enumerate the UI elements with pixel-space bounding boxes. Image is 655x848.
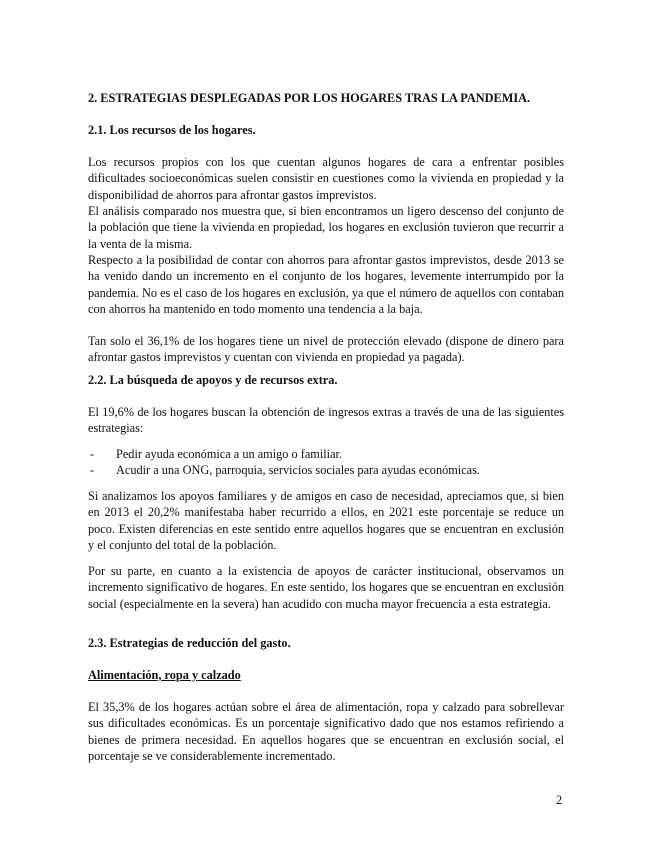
paragraph-proteccion: Tan solo el 36,1% de los hogares tiene un nivel de protección elevado (dispone de dinero para afrontar gastos imprevistos y cuentan con vivienda en propiedad ya pagada).	[88, 334, 564, 365]
page-number: 2	[556, 793, 563, 807]
paragraph-ingresos-extra: El 19,6% de los hogares buscan la obtención de ingresos extras a través de una de las siguientes estrategias:	[88, 405, 564, 436]
list-item: - Pedir ayuda económica a un amigo o familiar.	[90, 447, 343, 461]
paragraph-apoyos-institucionales: Por su parte, en cuanto a la existencia de apoyos de carácter institucional, observamos un incremento significativo de hogares. En este sentido, los hogares que se encuentran en exclusión social (especialmente en la severa) han acudido con mucha mayor frecuencia a esta estrategia.	[88, 564, 564, 611]
paragraph-alimentacion: El 35,3% de los hogares actúan sobre el área de alimentación, ropa y calzado para sobrellevar sus dificultades económicas. Es un porcentaje significativo dado que nos estamos refiriendo a bienes de primera necesidad. En aquellos hogares que se encuentran en exclusión social, el porcentaje se ve considerablemente incrementado.	[88, 700, 564, 763]
heading-2-2: 2.2. La búsqueda de apoyos y de recursos extra.	[88, 373, 338, 387]
section-title: 2. ESTRATEGIAS DESPLEGADAS POR LOS HOGARES TRAS LA PANDEMIA.	[88, 91, 531, 105]
subheading-alimentacion: Alimentación, ropa y calzado	[88, 668, 241, 682]
paragraph-ahorros: Respecto a la posibilidad de contar con ahorros para afrontar gastos imprevistos, desde 2013 se ha venido dando un incremento en el conjunto de los hogares, levemente interrumpido por la pandemia. No es el caso de los hogares en exclusión, ya que el número de aquellos con contaban con ahorros ha mantenido en todo momento una tendencia a la baja.	[88, 253, 564, 316]
heading-2-1: 2.1. Los recursos de los hogares.	[88, 123, 256, 137]
paragraph-recursos-2: El análisis comparado nos muestra que, si bien encontramos un ligero descenso del conjunto de la población que tiene la vivienda en propiedad, los hogares en exclusión tuvieron que recurrir a la venta de la misma.	[88, 204, 564, 251]
heading-2-3: 2.3. Estrategias de reducción del gasto.	[88, 636, 291, 650]
strategy-list	[88, 446, 564, 479]
paragraph-recursos-1: Los recursos propios con los que cuentan algunos hogares de cara a enfrentar posibles dificultades socioeconómicas suelen consistir en cuestiones como la vivienda en propiedad y la disponibilidad de ahorros para afrontar gastos imprevistos.	[88, 155, 564, 202]
paragraph-apoyos-familiares: Si analizamos los apoyos familiares y de amigos en caso de necesidad, apreciamos que, si bien en 2013 el 20,2% manifestaba haber recurrido a ellos, en 2021 este porcentaje se reduce un poco. Existen diferencias en este sentido entre aquellos hogares que se encuentran en exclusión y el conjunto del total de la población.	[88, 489, 564, 552]
list-item: - Acudir a una ONG, parroquia, servicios sociales para ayudas económicas.	[90, 463, 480, 478]
